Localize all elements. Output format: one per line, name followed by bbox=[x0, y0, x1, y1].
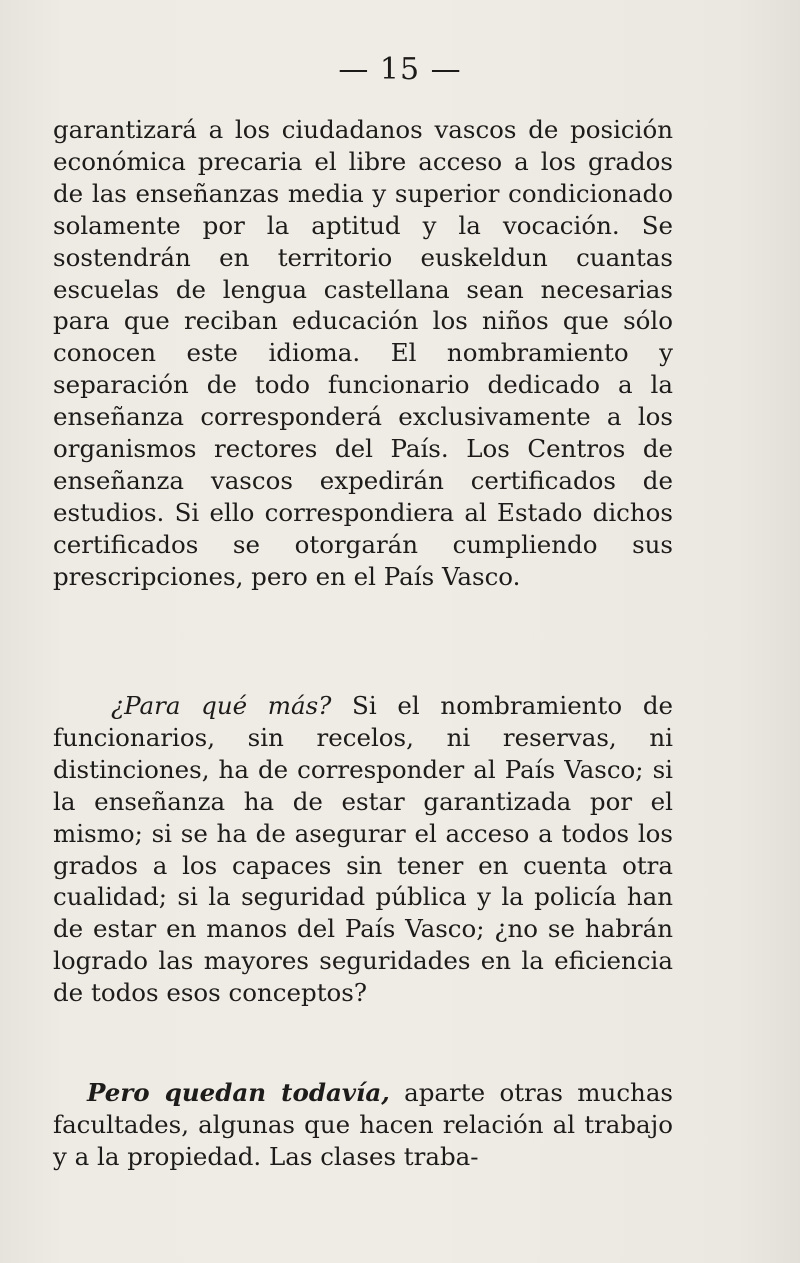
paragraph-3-body: aparte otras muchas facultades, algunas que hacen relación al trabajo y a la propiedad. Las clases traba- bbox=[53, 1078, 674, 1171]
paragraph-3 bbox=[53, 1077, 673, 1173]
paragraph-2 bbox=[53, 690, 673, 1009]
paragraph-2-body: Si el nombramiento de funcionarios, sin recelos, ni reservas, ni distinciones, ha de corresponder al País Vasco; si la enseñanza ha de estar garantizada por el mismo; si se ha de asegurar el acceso a todos los grados a los capaces sin tener en cuenta otra cualidad; si la seguridad pública y la policía han de estar en manos del País Vasco; ¿no se habrán logrado las mayores seguridades en la eficiencia de todos esos conceptos? bbox=[53, 691, 673, 1008]
page-number: — 15 — bbox=[338, 52, 462, 87]
paragraph-2-lead: ¿Para qué más? bbox=[111, 691, 332, 720]
paragraph-3-lead: Pero quedan todavía, bbox=[87, 1078, 390, 1107]
paragraph-1: garantizará a los ciudadanos vascos de posición económica precaria el libre acceso a los grados de las enseñanzas media y superior condicionado solamente por la aptitud y la vocación. Se sostendrán en territorio euskeldun cuantas escuelas de lengua castellana sean necesarias para que reciban educación los niños que sólo conocen este idioma. El nombramiento y separación de todo funcionario dedicado a la enseñanza corresponderá exclusivamente a los organismos rectores del País. Los Centros de enseñanza vascos expedirán certificados de estudios. Si ello correspondiera al Estado dichos certificados se otorgarán cumpliendo sus prescripciones, pero en el País Vasco. bbox=[53, 115, 673, 591]
